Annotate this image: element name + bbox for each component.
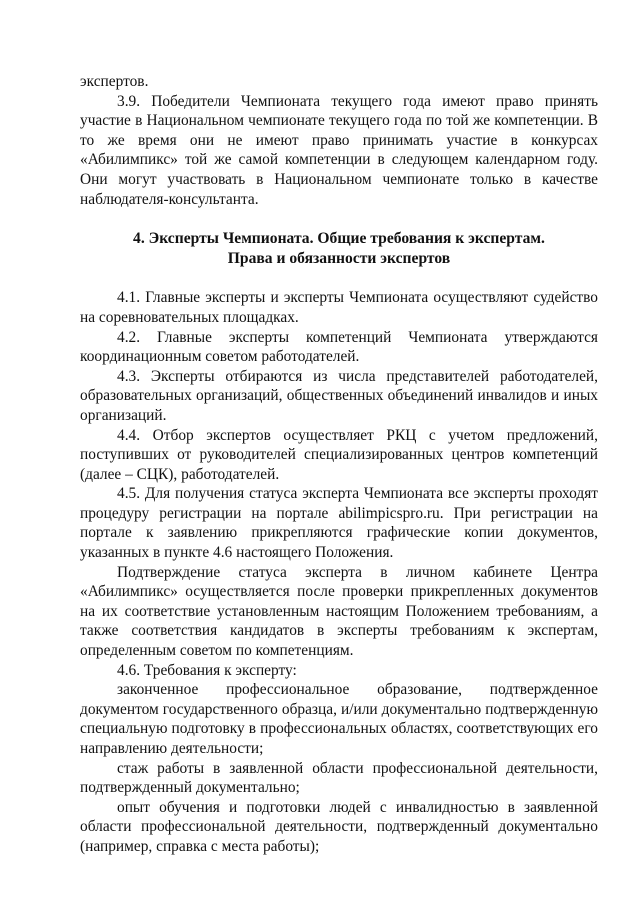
- paragraph-3-9: 3.9. Победители Чемпионата текущего года имеют право принять участие в Национальном чемпионате текущего года по той же компетенции. В то же время они не имеют право принимать участие в конкурсах «Абилимпикс» той же самой компетенции в следующем календарном году. Они могут участвовать в Национальном чемпионате только в качестве наблюдателя-консультанта.: [80, 92, 598, 208]
- paragraph-4-5: 4.5. Для получения статуса эксперта Чемпионата все эксперты проходят процедуру регистрации на портале abilimpicspro.ru. При регистрации на портале к заявлению прикрепляются графические копии документов, указанных в пункте 4.6 настоящего Положения.: [80, 485, 598, 562]
- paragraph-4-6: 4.6. Требования к эксперту:: [117, 661, 297, 679]
- paragraph-4-4: 4.4. Отбор экспертов осуществляет РКЦ с учетом предложений, поступивших от руководителей специализированных центров компетенций (далее – СЦК), работодателей.: [80, 426, 598, 483]
- section-heading: [80, 229, 598, 268]
- requirement-training: опыт обучения и подготовки людей с инвалидностью в заявленной области профессиональной деятельности, подтвержденный документально (например, справка с места работы);: [80, 798, 598, 855]
- requirement-education: законченное профессиональное образование, подтвержденное документом государственного образца, и/или документально подтвержденную специальную подготовку в профессиональных областях, соответствующих его направлению деятельности;: [80, 681, 598, 757]
- continuation-text: экспертов.: [80, 73, 149, 90]
- paragraph-confirmation: Подтверждение статуса эксперта в личном кабинете Центра «Абилимпикс» осуществляется после проверки прикрепленных документов на их соответствие установленным настоящим Положением требованиям, а также соответствия кандидатов в эксперты требованиям к экспертам, определенным советом по компетенциям.: [80, 563, 598, 660]
- document-body: [80, 72, 598, 857]
- paragraph-4-2: 4.2. Главные эксперты компетенций Чемпионата утверждаются координационным советом работодателей.: [80, 328, 598, 366]
- section-heading-line-2: Права и обязанности экспертов: [227, 249, 451, 267]
- section-heading-line-1: 4. Эксперты Чемпионата. Общие требования к экспертам.: [133, 230, 545, 248]
- paragraph-4-1: 4.1. Главные эксперты и эксперты Чемпионата осуществляют судейство на соревновательных площадках.: [80, 289, 598, 326]
- paragraph-4-3: 4.3. Эксперты отбираются из числа представителей работодателей, образовательных организаций, общественных объединений инвалидов и иных организаций.: [80, 367, 598, 424]
- requirement-experience: стаж работы в заявленной области профессиональной деятельности, подтвержденный документально;: [80, 759, 598, 797]
